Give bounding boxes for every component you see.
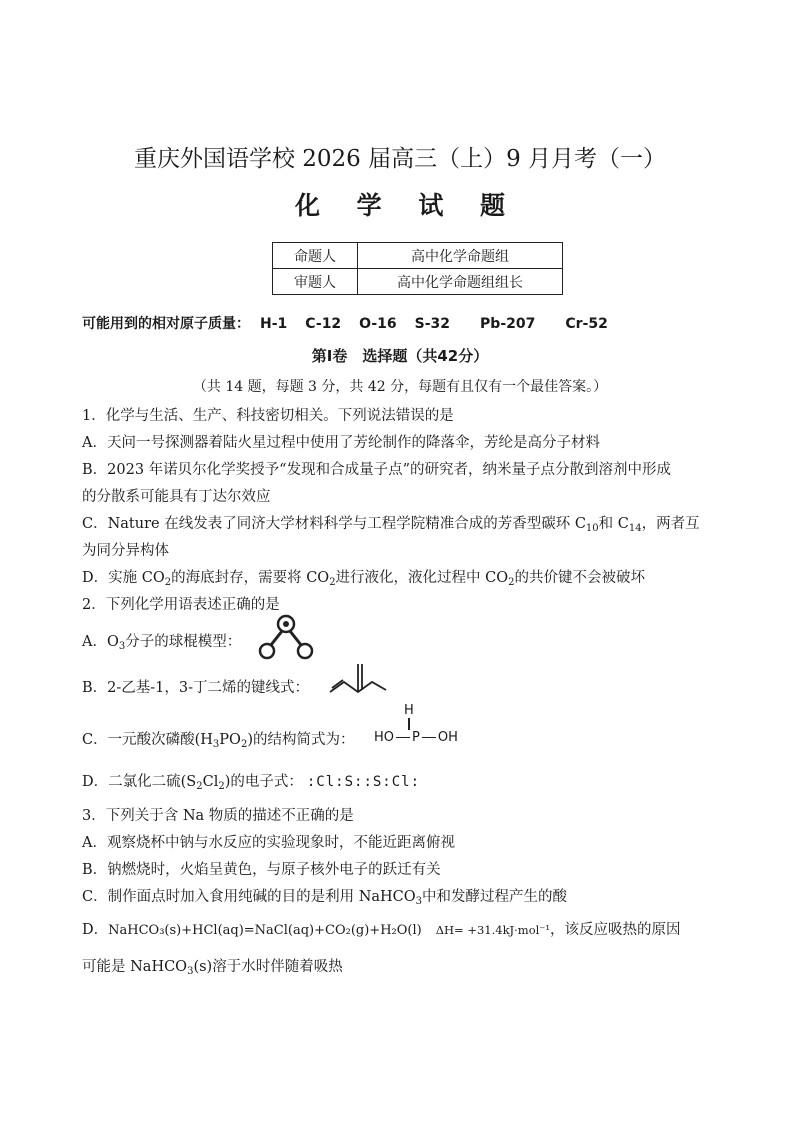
phosphinic-h-label: H (404, 703, 414, 718)
subscript: 2 (218, 781, 225, 792)
atomic-mass-item: O-16 (359, 316, 397, 332)
enthalpy-change: ΔH= +31.4kJ·mol⁻¹ (435, 923, 550, 937)
bond-line (422, 737, 436, 738)
q3-option-c (82, 885, 567, 907)
p-h-bond (408, 718, 410, 730)
text: P (412, 730, 420, 745)
text: ，两者互 (641, 516, 700, 532)
subscript: 2 (240, 739, 248, 750)
q1-option-a: A．天问一号探测器着陆火星过程中使用了芳纶制作的降落伞，芳纶是高分子材料 (82, 435, 600, 451)
phosphinic-structure (374, 730, 458, 745)
text: (s)溶于水时伴随着吸热 (193, 959, 343, 975)
atomic-masses-label: 可能用到的相对原子质量： (82, 316, 250, 332)
q3-option-a: A．观察烧杯中钠与水反应的实验现象时，不能近距离俯视 (82, 835, 455, 851)
q1-option-b: B．2023 年诺贝尔化学奖授予“发现和合成量子点”的研究者，纳米量子点分散到溶剂中形成 (82, 462, 671, 478)
subscript: 3 (118, 641, 126, 652)
text: 进行液化，液化过程中 CO (335, 570, 509, 586)
atomic-mass-item: Cr-52 (565, 316, 608, 332)
section-note: （共 14 题，每题 3 分，共 42 分，每题有且仅有一个最佳答案。） (192, 379, 608, 395)
reaction-equation: NaHCO₃(s)+HCl(aq)=NaCl(aq)+CO₂(g)+H₂O(l) (108, 923, 422, 938)
staff-role: 审题人 (273, 269, 358, 295)
subscript: 2 (196, 781, 203, 792)
q2-option-c (82, 728, 354, 750)
subscript: 3 (415, 896, 423, 907)
text: OH (437, 730, 458, 745)
text: )的电子式： (224, 774, 303, 790)
text: D．实施 CO (82, 570, 165, 586)
text: 的海底封存，需要将 CO (171, 570, 330, 586)
text: C．Nature 在线发表了同济大学材料科学与工程学院精准合成的芳香型碳环 C (82, 516, 586, 532)
table-row (273, 269, 563, 295)
subscript: 3 (187, 966, 194, 977)
exam-title: 重庆外国语学校 2026 届高三（上）9 月月考（一） (133, 146, 667, 172)
q1-option-c (82, 512, 700, 534)
q3-option-d (82, 918, 681, 939)
q2-option-d (82, 770, 420, 792)
q2-option-a (82, 630, 241, 652)
atomic-mass-item: H-1 (260, 316, 288, 332)
q3-option-d-cont (82, 955, 343, 977)
staff-name: 高中化学命题组 (358, 243, 563, 269)
q1-stem: 1．化学与生活、生产、科技密切相关。下列说法错误的是 (82, 408, 454, 424)
q3-stem: 3．下列关于含 Na 物质的描述不正确的是 (82, 808, 354, 824)
atomic-mass-item: S-32 (414, 316, 451, 332)
atomic-masses-line (82, 313, 608, 333)
text: C．制作面点时加入食用纯碱的目的是利用 NaHCO (82, 889, 416, 905)
q1-option-c-cont: 为同分异构体 (82, 543, 169, 559)
subscript: 2 (508, 577, 515, 588)
text: )的结构简式为： (247, 732, 355, 748)
subscript: 14 (628, 523, 642, 534)
text: Cl (202, 774, 219, 790)
q2-option-b: B．2-乙基-1，3-丁二烯的键线式： (82, 680, 310, 696)
s2cl2-electron-formula: :Cl:S::S:Cl: (306, 774, 421, 790)
subject-title: 化 学 试 题 (294, 191, 520, 220)
text: 分子的球棍模型： (125, 634, 242, 650)
table-row (273, 243, 563, 269)
text: C．一元酸次磷酸(H (82, 732, 213, 748)
subscript: 3 (212, 739, 220, 750)
text: ，该反应吸热的原因 (550, 922, 681, 938)
text: 可能是 NaHCO (82, 959, 188, 975)
diene-skeletal-formula-icon (326, 660, 396, 696)
subscript: 2 (329, 577, 336, 588)
text: 中和发酵过程产生的酸 (422, 889, 568, 905)
staff-role: 命题人 (273, 243, 358, 269)
text: D．二氯化二硫(S (82, 774, 197, 790)
text: A．O (82, 634, 119, 650)
text: D． (82, 922, 109, 938)
text: 和 C (598, 516, 629, 532)
q1-option-d (82, 566, 645, 588)
q3-option-b: B．钠燃烧时，火焰呈黄色，与原子核外电子的跃迁有关 (82, 862, 441, 878)
subscript: 2 (164, 577, 172, 588)
bond-line (396, 737, 410, 738)
atomic-mass-item: C-12 (305, 316, 342, 332)
text: PO (219, 732, 241, 748)
q1-option-b-cont: 的分散系可能具有丁达尔效应 (82, 489, 271, 505)
ozone-ball-stick-model-icon (255, 612, 317, 662)
section-title: 第Ⅰ卷 选择题（共42分） (311, 347, 489, 365)
staff-name: 高中化学命题组组长 (358, 269, 563, 295)
text: 的共价键不会被破坏 (514, 570, 646, 586)
subscript: 10 (585, 523, 599, 534)
text: HO (374, 730, 395, 745)
staff-table (272, 242, 563, 295)
q2-stem: 2．下列化学用语表述正确的是 (82, 597, 280, 613)
atomic-mass-item: Pb-207 (480, 316, 536, 332)
